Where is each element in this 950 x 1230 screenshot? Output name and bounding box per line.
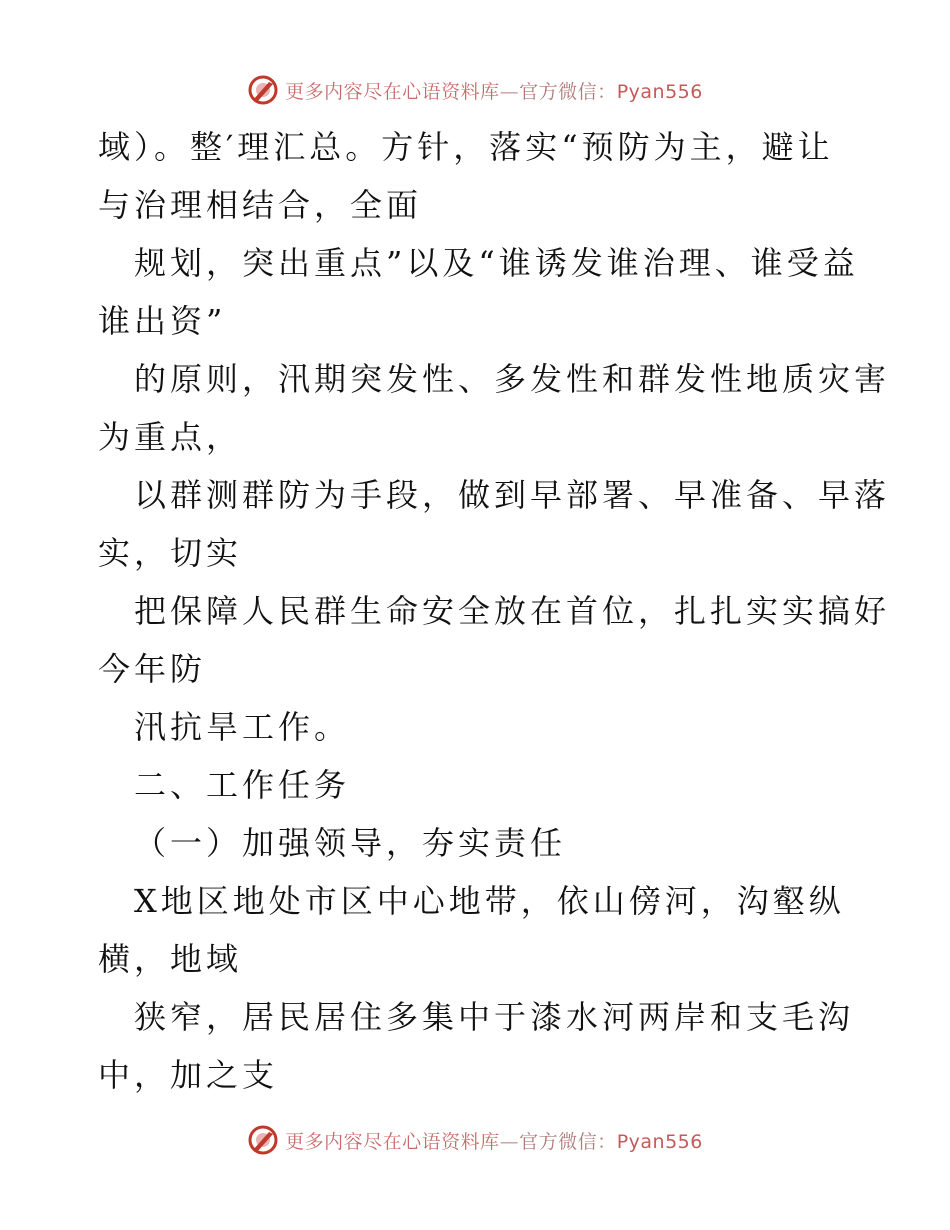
text-line: 谁出资” [98, 302, 227, 340]
document-body [98, 118, 891, 1104]
text-line: 汛抗旱工作。 [134, 708, 351, 746]
watermark-dash: — [499, 80, 520, 103]
watermark-title: 更多内容尽在心语资料库 [285, 80, 500, 103]
watermark-id: Pyan556 [616, 80, 703, 103]
watermark-dash: — [499, 1130, 520, 1153]
text-line: 的原则，汛期突发性、多发性和群发性地质灾害 [134, 360, 891, 398]
text-line: X地区地处市区中心地带，依山傍河，沟壑纵 [134, 882, 845, 920]
text-line: 域）。整′理汇总。方针，落实“预防为主，避让 [98, 128, 834, 166]
watermark-text [285, 77, 703, 104]
watermark-label: 官方微信： [519, 80, 617, 103]
text-line: 把保障人民群生命安全放在首位，扎扎实实搞好 [134, 592, 891, 630]
text-line: 以群测群防为手段，做到早部署、早准备、早落 [134, 476, 891, 514]
text-line: 中，加之支 [98, 1056, 279, 1094]
watermark-label: 官方微信： [519, 1130, 617, 1153]
brush-logo-icon [247, 74, 279, 106]
text-line: 与治理相结合，全面 [98, 186, 423, 224]
text-line: 今年防 [98, 650, 207, 688]
watermark-title: 更多内容尽在心语资料库 [285, 1130, 500, 1153]
text-line: 狭窄，居民居住多集中于漆水河两岸和支毛沟 [134, 998, 855, 1036]
text-line: 实，切实 [98, 534, 243, 572]
text-line: 规划，突出重点”以及“谁诱发谁治理、谁受益 [134, 244, 859, 282]
text-line: 横，地域 [98, 940, 243, 978]
watermark-id: Pyan556 [616, 1130, 703, 1153]
watermark-text [285, 1127, 703, 1154]
header-watermark [0, 70, 950, 110]
brush-logo-icon [247, 1124, 279, 1156]
text-line: 二、工作任务 [134, 766, 351, 804]
footer-watermark [0, 1120, 950, 1160]
text-line: 为重点， [98, 418, 243, 456]
text-line: （一）加强领导，夯实责任 [134, 824, 567, 862]
